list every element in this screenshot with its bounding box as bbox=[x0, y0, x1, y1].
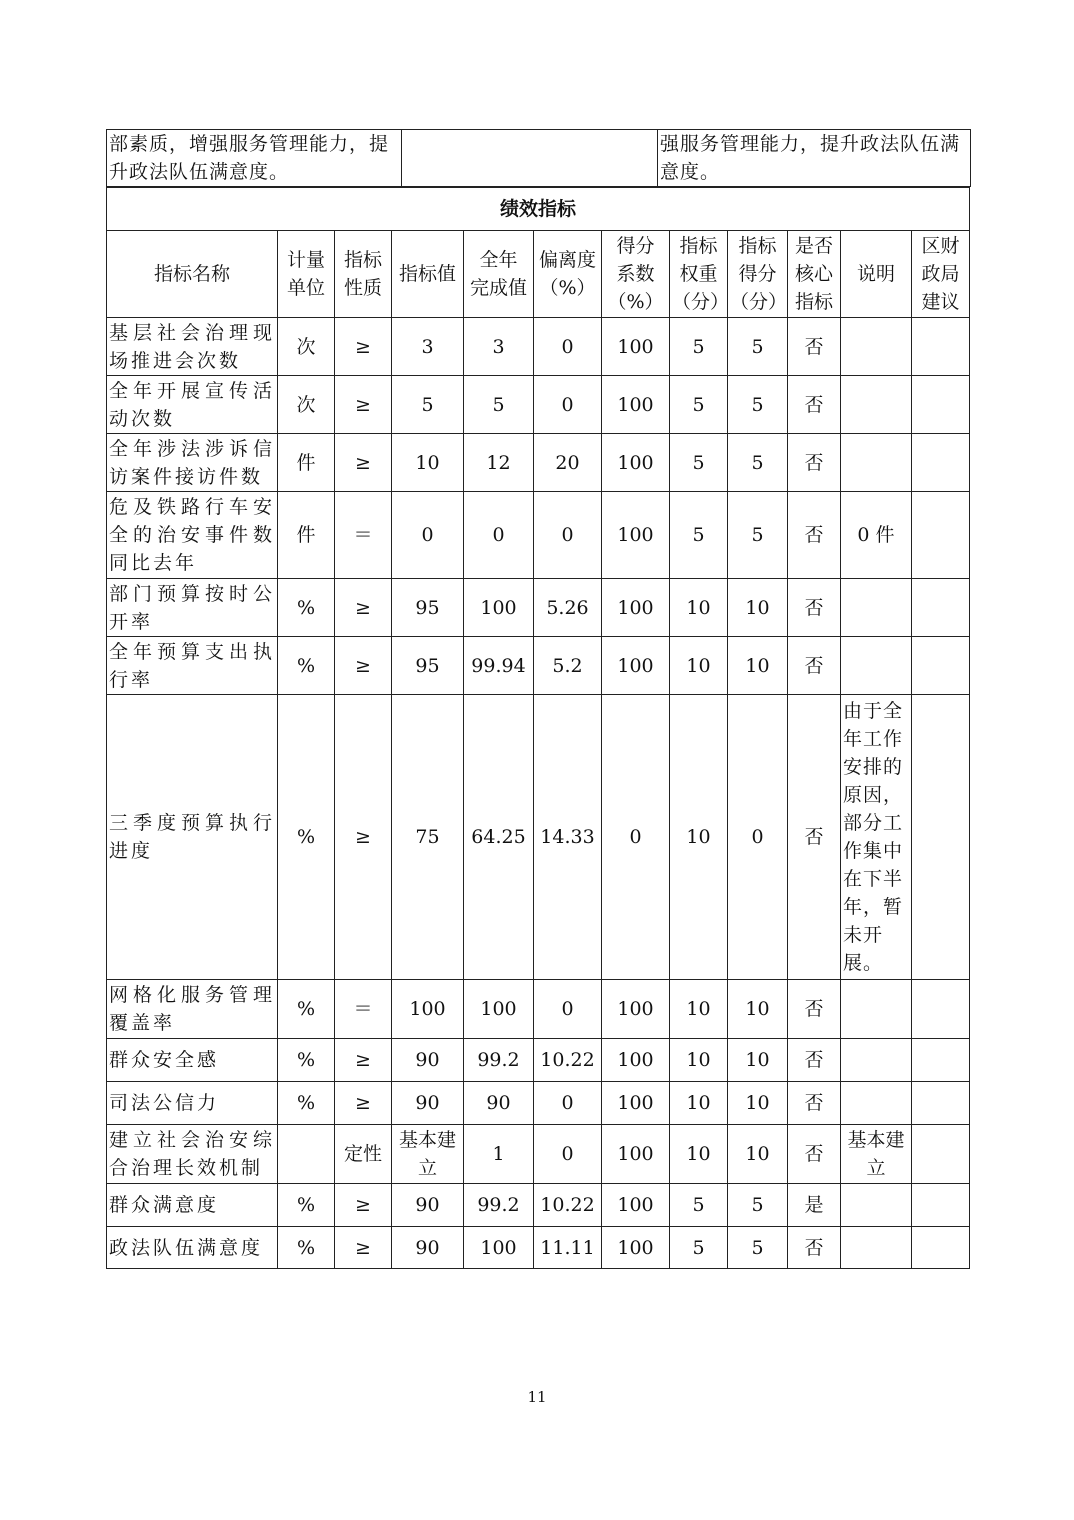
weight: 5 bbox=[670, 1184, 728, 1227]
score-coefficient: 100 bbox=[602, 376, 670, 434]
nature: ≥ bbox=[335, 579, 392, 637]
column-header: 指标 权重 （分） bbox=[670, 231, 728, 318]
note bbox=[841, 1082, 912, 1125]
unit: 件 bbox=[278, 434, 335, 492]
finance-bureau-advice bbox=[912, 1125, 970, 1184]
target-value: 基本建立 bbox=[392, 1125, 464, 1184]
score: 5 bbox=[728, 1227, 788, 1269]
indicator-name: 全年开展宣传活动次数 bbox=[107, 376, 278, 434]
table-row bbox=[107, 318, 970, 376]
weight: 5 bbox=[670, 1227, 728, 1269]
unit: 件 bbox=[278, 492, 335, 579]
deviation: 0 bbox=[534, 318, 602, 376]
unit: % bbox=[278, 980, 335, 1039]
core-indicator: 否 bbox=[788, 980, 841, 1039]
weight: 10 bbox=[670, 579, 728, 637]
nature: ≥ bbox=[335, 1227, 392, 1269]
target-value: 3 bbox=[392, 318, 464, 376]
target-value: 90 bbox=[392, 1184, 464, 1227]
table-row bbox=[107, 434, 970, 492]
target-value: 75 bbox=[392, 695, 464, 980]
objective-text-left: 部素质，增强服务管理能力，提升政法队伍满意度。 bbox=[107, 130, 402, 187]
column-header: 指标 性质 bbox=[335, 231, 392, 318]
actual-value: 0 bbox=[464, 492, 534, 579]
score-coefficient: 100 bbox=[602, 1039, 670, 1082]
finance-bureau-advice bbox=[912, 434, 970, 492]
indicator-name: 网格化服务管理覆盖率 bbox=[107, 980, 278, 1039]
finance-bureau-advice bbox=[912, 492, 970, 579]
actual-value: 64.25 bbox=[464, 695, 534, 980]
target-value: 0 bbox=[392, 492, 464, 579]
actual-value: 100 bbox=[464, 980, 534, 1039]
objective-text-right: 强服务管理能力，提升政法队伍满意度。 bbox=[658, 130, 971, 187]
score: 10 bbox=[728, 1082, 788, 1125]
actual-value: 90 bbox=[464, 1082, 534, 1125]
score: 0 bbox=[728, 695, 788, 980]
score: 10 bbox=[728, 579, 788, 637]
weight: 10 bbox=[670, 1039, 728, 1082]
finance-bureau-advice bbox=[912, 376, 970, 434]
deviation: 10.22 bbox=[534, 1039, 602, 1082]
core-indicator: 否 bbox=[788, 318, 841, 376]
actual-value: 99.2 bbox=[464, 1039, 534, 1082]
column-header: 指标值 bbox=[392, 231, 464, 318]
table-row bbox=[107, 1184, 970, 1227]
finance-bureau-advice bbox=[912, 1082, 970, 1125]
note bbox=[841, 579, 912, 637]
score-coefficient: 100 bbox=[602, 579, 670, 637]
core-indicator: 否 bbox=[788, 695, 841, 980]
score-coefficient: 100 bbox=[602, 1184, 670, 1227]
weight: 5 bbox=[670, 492, 728, 579]
actual-value: 5 bbox=[464, 376, 534, 434]
core-indicator: 否 bbox=[788, 376, 841, 434]
weight: 10 bbox=[670, 1082, 728, 1125]
page-number: 11 bbox=[527, 1388, 547, 1406]
nature: ≥ bbox=[335, 1184, 392, 1227]
score: 10 bbox=[728, 980, 788, 1039]
objective-text-middle bbox=[402, 130, 658, 187]
finance-bureau-advice bbox=[912, 1227, 970, 1269]
unit: % bbox=[278, 579, 335, 637]
indicator-name: 三季度预算执行进度 bbox=[107, 695, 278, 980]
score: 10 bbox=[728, 1039, 788, 1082]
note: 由于全年工作安排的原因，部分工作集中在下半年，暂未开展。 bbox=[841, 695, 912, 980]
score-coefficient: 0 bbox=[602, 695, 670, 980]
score-coefficient: 100 bbox=[602, 492, 670, 579]
finance-bureau-advice bbox=[912, 579, 970, 637]
objectives-continuation-table bbox=[106, 129, 971, 187]
finance-bureau-advice bbox=[912, 1039, 970, 1082]
core-indicator: 否 bbox=[788, 1082, 841, 1125]
nature: ≥ bbox=[335, 1039, 392, 1082]
core-indicator: 否 bbox=[788, 434, 841, 492]
finance-bureau-advice bbox=[912, 318, 970, 376]
weight: 5 bbox=[670, 434, 728, 492]
deviation: 0 bbox=[534, 376, 602, 434]
score: 5 bbox=[728, 492, 788, 579]
column-header: 计量 单位 bbox=[278, 231, 335, 318]
score-coefficient: 100 bbox=[602, 318, 670, 376]
note bbox=[841, 1039, 912, 1082]
nature: ＝ bbox=[335, 980, 392, 1039]
nature: ≥ bbox=[335, 695, 392, 980]
actual-value: 1 bbox=[464, 1125, 534, 1184]
target-value: 95 bbox=[392, 637, 464, 695]
column-header: 全年 完成值 bbox=[464, 231, 534, 318]
column-header: 指标名称 bbox=[107, 231, 278, 318]
unit: % bbox=[278, 695, 335, 980]
deviation: 0 bbox=[534, 492, 602, 579]
score: 10 bbox=[728, 1125, 788, 1184]
indicator-name: 全年涉法涉诉信访案件接访件数 bbox=[107, 434, 278, 492]
deviation: 0 bbox=[534, 1082, 602, 1125]
finance-bureau-advice bbox=[912, 980, 970, 1039]
weight: 10 bbox=[670, 1125, 728, 1184]
core-indicator: 否 bbox=[788, 1227, 841, 1269]
nature: ≥ bbox=[335, 434, 392, 492]
core-indicator: 是 bbox=[788, 1184, 841, 1227]
deviation: 11.11 bbox=[534, 1227, 602, 1269]
core-indicator: 否 bbox=[788, 1039, 841, 1082]
nature: ＝ bbox=[335, 492, 392, 579]
table-header-row bbox=[107, 231, 970, 318]
note bbox=[841, 980, 912, 1039]
column-header: 是否 核心 指标 bbox=[788, 231, 841, 318]
core-indicator: 否 bbox=[788, 1125, 841, 1184]
core-indicator: 否 bbox=[788, 637, 841, 695]
unit: % bbox=[278, 1227, 335, 1269]
column-header: 偏离度 （%） bbox=[534, 231, 602, 318]
nature: ≥ bbox=[335, 318, 392, 376]
column-header: 区财 政局 建议 bbox=[912, 231, 970, 318]
deviation: 5.26 bbox=[534, 579, 602, 637]
note bbox=[841, 318, 912, 376]
deviation: 0 bbox=[534, 1125, 602, 1184]
target-value: 90 bbox=[392, 1039, 464, 1082]
note bbox=[841, 637, 912, 695]
indicator-name: 司法公信力 bbox=[107, 1082, 278, 1125]
note bbox=[841, 376, 912, 434]
indicator-name: 建立社会治安综合治理长效机制 bbox=[107, 1125, 278, 1184]
finance-bureau-advice bbox=[912, 637, 970, 695]
table-row bbox=[107, 695, 970, 980]
score-coefficient: 100 bbox=[602, 1082, 670, 1125]
deviation: 10.22 bbox=[534, 1184, 602, 1227]
score: 5 bbox=[728, 1184, 788, 1227]
target-value: 100 bbox=[392, 980, 464, 1039]
column-header: 说明 bbox=[841, 231, 912, 318]
weight: 5 bbox=[670, 318, 728, 376]
actual-value: 100 bbox=[464, 579, 534, 637]
table-row bbox=[107, 980, 970, 1039]
note bbox=[841, 1227, 912, 1269]
note: 0 件 bbox=[841, 492, 912, 579]
target-value: 90 bbox=[392, 1227, 464, 1269]
nature: ≥ bbox=[335, 637, 392, 695]
indicator-name: 群众满意度 bbox=[107, 1184, 278, 1227]
table-row bbox=[107, 1125, 970, 1184]
weight: 5 bbox=[670, 376, 728, 434]
indicator-name: 危及铁路行车安全的治安事件数同比去年 bbox=[107, 492, 278, 579]
indicator-name: 部门预算按时公开率 bbox=[107, 579, 278, 637]
target-value: 5 bbox=[392, 376, 464, 434]
section-title: 绩效指标 bbox=[107, 188, 970, 231]
unit: 次 bbox=[278, 376, 335, 434]
finance-bureau-advice bbox=[912, 695, 970, 980]
score-coefficient: 100 bbox=[602, 637, 670, 695]
score: 5 bbox=[728, 376, 788, 434]
unit bbox=[278, 1125, 335, 1184]
indicator-name: 全年预算支出执行率 bbox=[107, 637, 278, 695]
actual-value: 12 bbox=[464, 434, 534, 492]
unit: % bbox=[278, 1039, 335, 1082]
column-header: 指标 得分 （分） bbox=[728, 231, 788, 318]
table-row bbox=[107, 492, 970, 579]
performance-indicators-table bbox=[106, 187, 970, 1269]
score-coefficient: 100 bbox=[602, 980, 670, 1039]
nature: ≥ bbox=[335, 376, 392, 434]
weight: 10 bbox=[670, 980, 728, 1039]
table-row bbox=[107, 579, 970, 637]
table-row bbox=[107, 1227, 970, 1269]
core-indicator: 否 bbox=[788, 579, 841, 637]
table-row bbox=[107, 637, 970, 695]
weight: 10 bbox=[670, 637, 728, 695]
core-indicator: 否 bbox=[788, 492, 841, 579]
indicator-name: 群众安全感 bbox=[107, 1039, 278, 1082]
note bbox=[841, 1184, 912, 1227]
table-row bbox=[107, 376, 970, 434]
nature: ≥ bbox=[335, 1082, 392, 1125]
unit: % bbox=[278, 1082, 335, 1125]
deviation: 0 bbox=[534, 980, 602, 1039]
score: 5 bbox=[728, 318, 788, 376]
table-row bbox=[107, 130, 971, 187]
score: 5 bbox=[728, 434, 788, 492]
score-coefficient: 100 bbox=[602, 1227, 670, 1269]
nature: 定性 bbox=[335, 1125, 392, 1184]
unit: % bbox=[278, 1184, 335, 1227]
actual-value: 99.94 bbox=[464, 637, 534, 695]
indicator-name: 政法队伍满意度 bbox=[107, 1227, 278, 1269]
score: 10 bbox=[728, 637, 788, 695]
unit: 次 bbox=[278, 318, 335, 376]
indicator-name: 基层社会治理现场推进会次数 bbox=[107, 318, 278, 376]
deviation: 14.33 bbox=[534, 695, 602, 980]
table-row bbox=[107, 1039, 970, 1082]
target-value: 10 bbox=[392, 434, 464, 492]
unit: % bbox=[278, 637, 335, 695]
actual-value: 3 bbox=[464, 318, 534, 376]
finance-bureau-advice bbox=[912, 1184, 970, 1227]
column-header: 得分 系数 （%） bbox=[602, 231, 670, 318]
deviation: 20 bbox=[534, 434, 602, 492]
deviation: 5.2 bbox=[534, 637, 602, 695]
table-row bbox=[107, 1082, 970, 1125]
actual-value: 99.2 bbox=[464, 1184, 534, 1227]
target-value: 90 bbox=[392, 1082, 464, 1125]
note bbox=[841, 434, 912, 492]
weight: 10 bbox=[670, 695, 728, 980]
target-value: 95 bbox=[392, 579, 464, 637]
score-coefficient: 100 bbox=[602, 1125, 670, 1184]
score-coefficient: 100 bbox=[602, 434, 670, 492]
note: 基本建立 bbox=[841, 1125, 912, 1184]
actual-value: 100 bbox=[464, 1227, 534, 1269]
